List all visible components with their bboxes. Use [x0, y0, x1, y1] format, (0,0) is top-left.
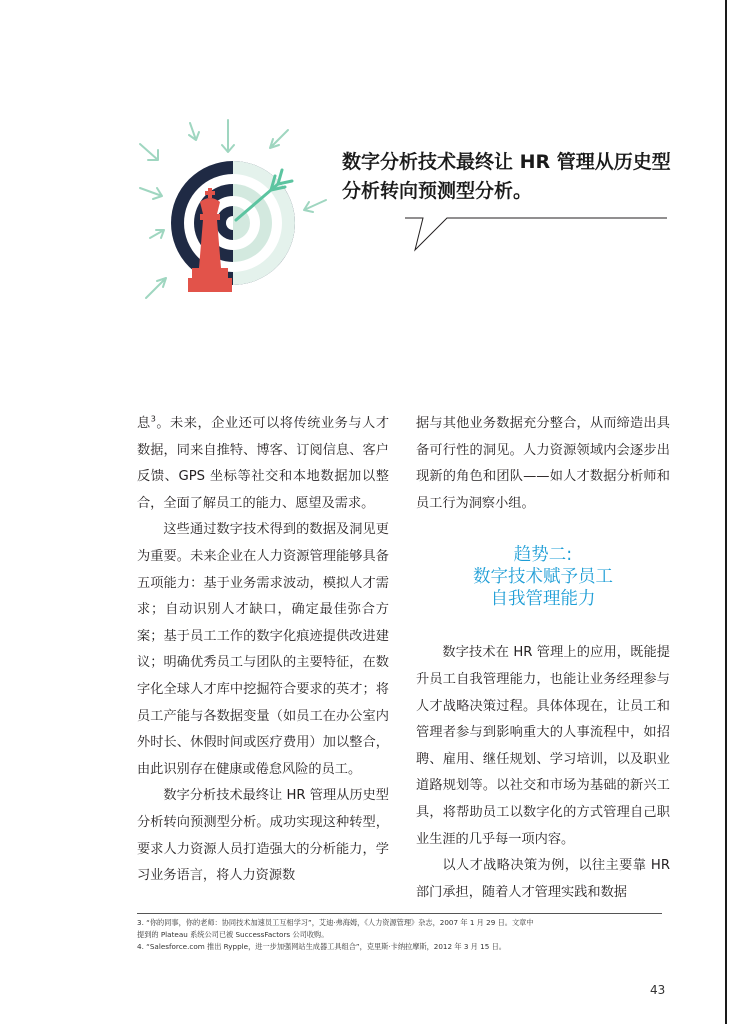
target-illustration [128, 118, 338, 318]
right-paragraph-2: 数字技术在 HR 管理上的应用，既能提升员工自我管理能力，也能让业务经理参与人才战略决策过程。具体体现在，让员工和管理者参与到影响重大的人事流程中，如招聘、雇用、继任规划、学习培训，以及职业道路规划等。以社交和市场为基础的新兴工具，将帮助员工以数字化的方式管理自己职业生涯的几乎每一项内容。 [416, 645, 670, 847]
pull-quote: 数字分析技术最终让 HR 管理从历史型分析转向预测型分析。 [342, 151, 671, 202]
right-paragraph-3: 以人才战略决策为例，以往主要靠 HR 部门承担，随着人才管理实践和数据 [416, 858, 670, 900]
target-icon [171, 161, 295, 285]
page-edge-line [725, 0, 727, 1024]
footnote-4: 4. “Salesforce.com 推出 Rypple，进一步加强网站生成器工具组合”，克里斯·卡纳拉摩斯，2012 年 3 月 15 日。 [137, 942, 506, 951]
section-heading [416, 544, 670, 610]
text: 息 [137, 416, 151, 431]
footnotes [137, 917, 662, 953]
heading-line-1: 趋势二: [513, 545, 573, 566]
left-paragraph-1 [137, 411, 389, 517]
footnote-3-line-2: 提到的 Plateau 系统公司已被 SuccessFactors 公司收购。 [137, 930, 329, 939]
left-paragraph-2: 这些通过数字技术得到的数据及洞见更为重要。未来企业在人力资源管理能够具备五项能力：基于业务需求波动，模拟人才需求；自动识别人才缺口，确定最佳弥合方案；基于员工工作的数字化痕迹提供改进建议；明确优秀员工与团队的主要特征，在数字化全球人才库中挖掘符合要求的英才；将员工产能与各数据变量（如员工在办公室内外时长、休假时间或医疗费用）加以整合，由此识别存在健康或倦怠风险的员工。 [137, 522, 389, 777]
left-paragraph-3: 数字分析技术最终让 HR 管理从历史型分析转向预测型分析。成功实现这种转型，要求人力资源人员打造强大的分析能力，学习业务语言，将人力资源数 [137, 788, 389, 884]
speech-bubble-line [405, 196, 667, 256]
left-column [137, 411, 389, 890]
page-number: 43 [650, 983, 666, 997]
right-paragraph-1: 据与其他业务数据充分整合，从而缔造出具备可行性的洞见。人力资源领域内会逐步出现新的角色和团队——如人才数据分析师和员工行为洞察小组。 [416, 416, 670, 511]
footnote-ref: 3 [150, 414, 156, 424]
footnote-3-line-1: 3. “你的同事，你的老师：协同技术加速员工互相学习”，艾迪·弗海姆，《人力资源管理》杂志，2007 年 1 月 29 日。文章中 [137, 918, 534, 927]
right-column [416, 411, 670, 906]
footnote-divider [137, 913, 662, 914]
heading-line-3: 自我管理能力 [490, 589, 596, 610]
text: 。未来，企业还可以将传统业务与人才数据，同来自推特、博客、订阅信息、客户反馈、GPS 坐标等社交和本地数据加以整合，全面了解员工的能力、愿望及需求。 [137, 416, 390, 511]
heading-line-2: 数字技术赋予员工 [473, 567, 613, 588]
